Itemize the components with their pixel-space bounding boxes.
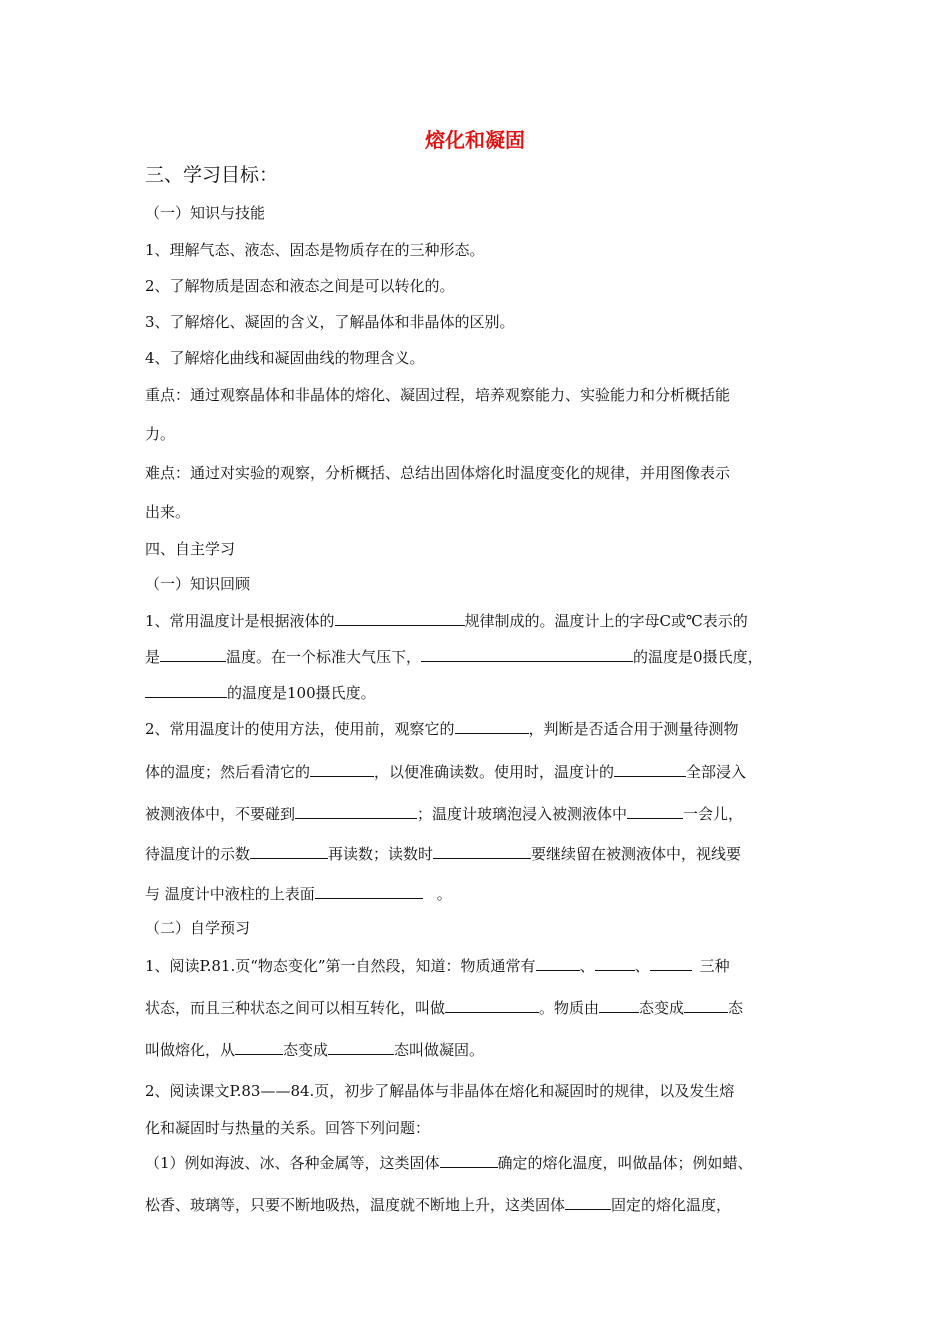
answer-blank[interactable]: [536, 955, 580, 971]
answer-blank[interactable]: [650, 955, 692, 971]
answer-blank[interactable]: [335, 610, 465, 626]
answer-blank[interactable]: [627, 803, 683, 819]
preview-q1-line-1: 1、阅读P.81.页“物态变化”第一自然段，知道：物质通常有 、 、 三种: [145, 957, 730, 975]
review-q2-line-3: 被测液体中，不要碰到 ；温度计玻璃泡浸入被测液体中 一会儿，: [145, 805, 744, 823]
answer-blank[interactable]: [315, 883, 423, 899]
answer-blank[interactable]: [328, 1039, 394, 1055]
section-heading-self-study: 四、自主学习: [145, 540, 236, 558]
review-q1-line-1: 1、常用温度计是根据液体的 规律制成的。温度计上的字母C或℃表示的: [145, 612, 748, 630]
goal-2: 2、了解物质是固态和液态之间是可以转化的。: [145, 277, 455, 295]
answer-blank[interactable]: [421, 646, 633, 662]
answer-blank[interactable]: [440, 1152, 498, 1168]
answer-blank[interactable]: [433, 843, 531, 859]
section-heading-goals: 三、学习目标：: [145, 164, 279, 186]
preview-q2-line-3: （1）例如海波、冰、各种金属等，这类固体 确定的熔化温度，叫做晶体；例如蜡、: [145, 1154, 753, 1172]
preview-q1-line-3: 叫做熔化，从 态变成 态叫做凝固。: [145, 1041, 485, 1059]
answer-blank[interactable]: [160, 646, 226, 662]
answer-blank[interactable]: [565, 1194, 611, 1210]
answer-blank[interactable]: [445, 997, 539, 1013]
answer-blank[interactable]: [295, 803, 417, 819]
preview-q2-line-2: 化和凝固时与热量的关系。回答下列问题：: [145, 1119, 431, 1137]
answer-blank[interactable]: [614, 761, 686, 777]
preview-q2-line-4: 松香、玻璃等，只要不断地吸热，温度就不断地上升，这类固体 固定的熔化温度，: [145, 1196, 732, 1214]
subheading-preview: （二）自学预习: [145, 919, 251, 937]
preview-q2-line-1: 2、阅读课文P.83——84.页，初步了解晶体与非晶体在熔化和凝固时的规律，以及发生熔: [145, 1082, 735, 1100]
goal-4: 4、了解熔化曲线和凝固曲线的物理含义。: [145, 349, 425, 367]
subheading-review: （一）知识回顾: [145, 575, 251, 593]
difficulty-line-2: 出来。: [145, 503, 191, 521]
answer-blank[interactable]: [250, 843, 328, 859]
review-q1-line-3: 的温度是100摄氏度。: [145, 682, 376, 703]
answer-blank[interactable]: [145, 682, 227, 698]
key-points-line-2: 力。: [145, 425, 176, 443]
answer-blank[interactable]: [310, 761, 374, 777]
answer-blank[interactable]: [684, 997, 728, 1013]
difficulty-line-1: 难点：通过对实验的观察，分析概括、总结出固体熔化时温度变化的规律，并用图像表示: [145, 464, 731, 482]
key-points-line-1: 重点：通过观察晶体和非晶体的熔化、凝固过程，培养观察能力、实验能力和分析概括能: [145, 386, 731, 404]
page-title: 熔化和凝固: [425, 128, 525, 152]
answer-blank[interactable]: [235, 1039, 283, 1055]
review-q2-line-4: 待温度计的示数 再读数；读数时 要继续留在被测液体中，视线要: [145, 845, 742, 863]
preview-q1-line-2: 状态，而且三种状态之间可以相互转化，叫做 。物质由 态变成 态: [145, 999, 744, 1017]
answer-blank[interactable]: [595, 955, 635, 971]
review-q2-line-5: 与 温度计中液柱的上表面 。: [145, 885, 452, 903]
review-q2-line-2: 体的温度；然后看清它的 ，以便准确读数。使用时，温度计的 全部浸入: [145, 763, 747, 781]
answer-blank[interactable]: [599, 997, 639, 1013]
goal-3: 3、了解熔化、凝固的含义，了解晶体和非晶体的区别。: [145, 313, 515, 331]
review-q1-line-2: 是 温度。在一个标准大气压下， 的温度是0摄氏度，: [145, 648, 763, 666]
goal-1: 1、理解气态、液态、固态是物质存在的三种形态。: [145, 241, 485, 259]
review-q2-line-1: 2、常用温度计的使用方法，使用前，观察它的 ，判断是否适合用于测量待测物: [145, 720, 739, 738]
subheading-knowledge-skills: （一）知识与技能: [145, 204, 266, 222]
answer-blank[interactable]: [455, 718, 529, 734]
